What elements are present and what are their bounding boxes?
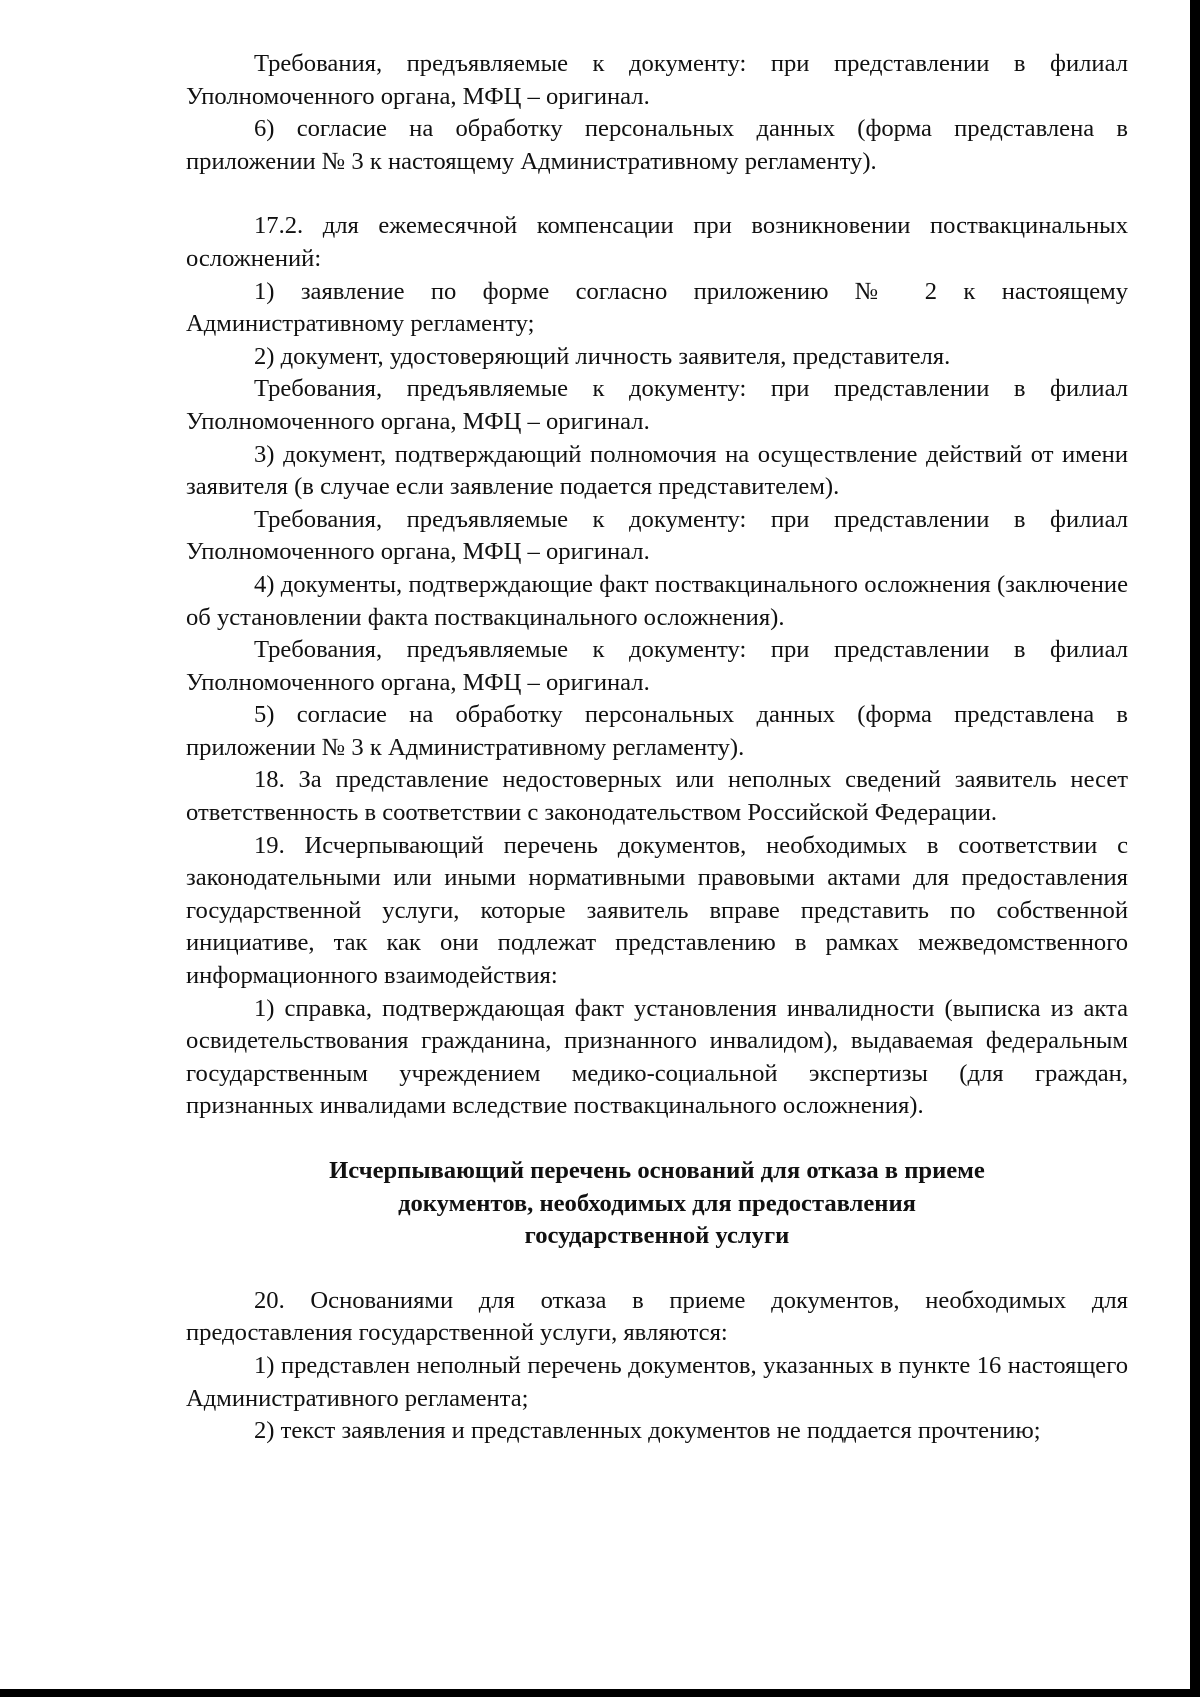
paragraph-unreadable-text: 2) текст заявления и представленных документов не поддается прочтению; <box>254 1417 1041 1445</box>
paragraph-18: 18. За представление недостоверных или неполных сведений заявитель несет ответственность в соответствии с законодательством Российской Федерации. <box>186 766 1128 827</box>
paragraph-complication-documents: 4) документы, подтверждающие факт поствакцинального осложнения (заключение об установлении факта поствакцинального осложнения). <box>186 570 1128 631</box>
section-heading-line: документов, необходимых для предоставления <box>398 1189 916 1217</box>
paragraph-requirements-original: Требования, предъявляемые к документу: при представлении в филиал Уполномоченного органа, МФЦ – оригинал. <box>186 50 1128 110</box>
paragraph-disability-certificate: 1) справка, подтверждающая факт установления инвалидности (выписка из акта освидетельствования гражданина, признанного инвалидом), выдаваемая федеральным государственным учреждением медико-социальной экспертизы (для граждан, признанных инвалидами вследствие поствакцинального осложнения). <box>186 994 1128 1120</box>
paragraph-20: 20. Основаниями для отказа в приеме документов, необходимых для предоставления государственной услуги, являются: <box>186 1286 1128 1347</box>
paragraph-authority-document: 3) документ, подтверждающий полномочия на осуществление действий от имени заявителя (в случае если заявление подается представителем). <box>186 440 1128 501</box>
section-heading-line: государственной услуги <box>524 1222 790 1250</box>
section-heading-line: Исчерпывающий перечень оснований для отказа в приеме <box>329 1157 985 1184</box>
paragraph-requirements-original: Требования, предъявляемые к документу: при представлении в филиал Уполномоченного органа, МФЦ – оригинал. <box>186 375 1128 435</box>
document-body <box>186 48 1128 1448</box>
paragraph-consent-personal-data: 5) согласие на обработку персональных данных (форма представлена в приложении № 3 к Административному регламенту). <box>186 701 1128 761</box>
paragraph-19: 19. Исчерпывающий перечень документов, необходимых в соответствии с законодательными или иными нормативными правовыми актами для предоставления государственной услуги, которые заявитель вправе представить по собственной инициативе, так как они подлежат представлению в рамках межведомственного информационного взаимодействия: <box>186 831 1128 990</box>
paragraph-application-form: 1) заявление по форме согласно приложению № 2 к настоящему Административному регламенту; <box>186 277 1128 338</box>
paragraph-requirements-original: Требования, предъявляемые к документу: при представлении в филиал Уполномоченного органа, МФЦ – оригинал. <box>186 505 1128 566</box>
paragraph-consent-personal-data: 6) согласие на обработку персональных данных (форма представлена в приложении № 3 к настоящему Административному регламенту). <box>186 115 1128 175</box>
paragraph-17-2: 17.2. для ежемесячной компенсации при возникновении поствакцинальных осложнений: <box>186 212 1128 272</box>
section-heading <box>186 1155 1128 1253</box>
paragraph-requirements-original: Требования, предъявляемые к документу: при представлении в филиал Уполномоченного органа, МФЦ – оригинал. <box>186 636 1128 696</box>
paragraph-incomplete-list: 1) представлен неполный перечень документов, указанных в пункте 16 настоящего Административного регламента; <box>186 1351 1128 1412</box>
paragraph-identity-document: 2) документ, удостоверяющий личность заявителя, представителя. <box>254 342 951 370</box>
